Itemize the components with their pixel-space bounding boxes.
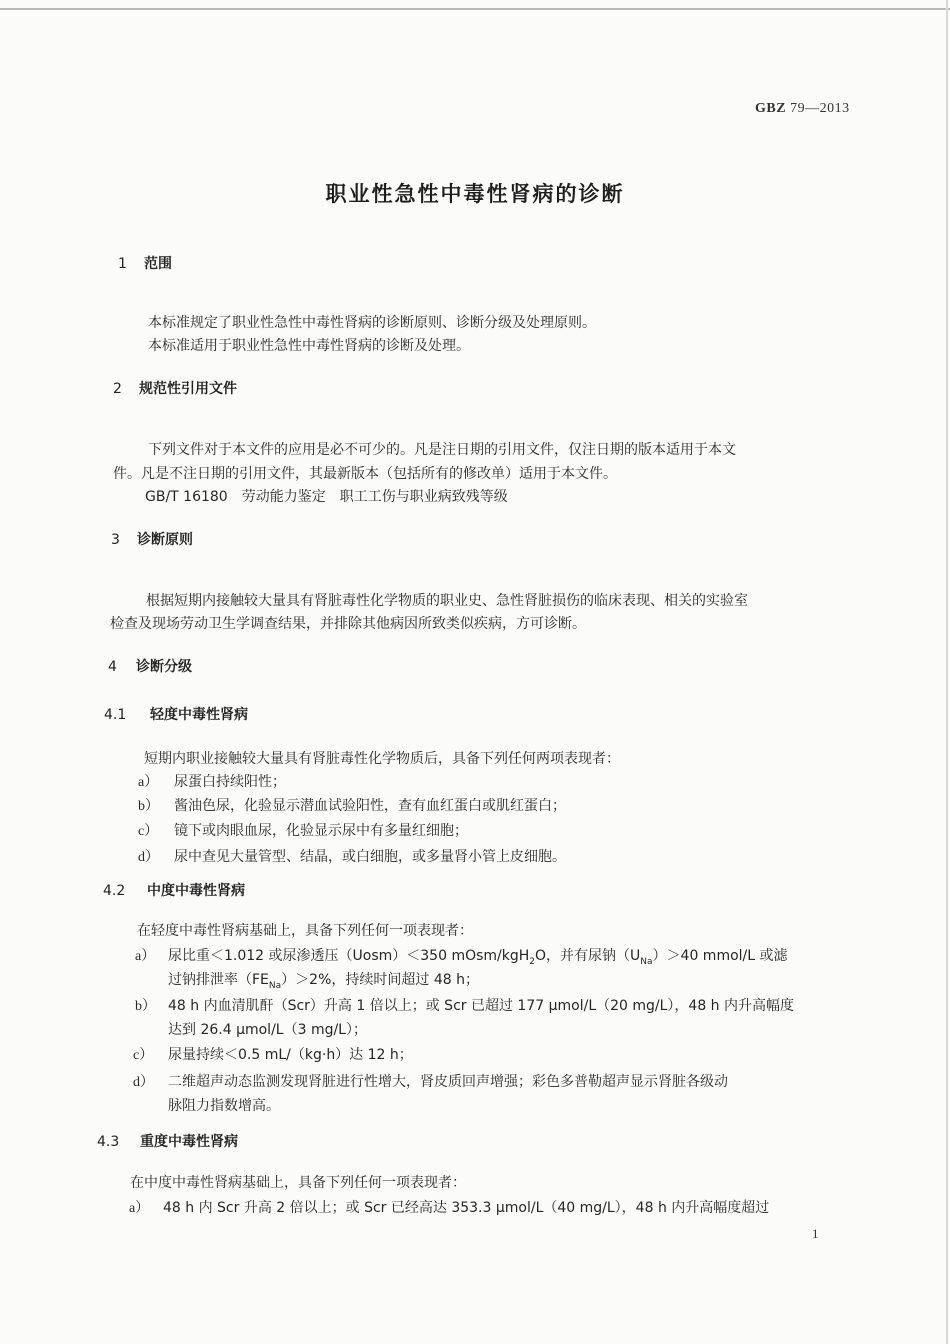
section-title: 重度中毒性肾病 (140, 1134, 238, 1150)
subscript: Na (268, 980, 282, 991)
list-marker: b） (135, 999, 156, 1014)
paragraph: 检查及现场劳动卫生学调查结果，并排除其他病因所致类似疾病，方可诊断。 (110, 616, 586, 632)
standard-code (755, 101, 850, 117)
section-4-3-heading (97, 1131, 238, 1151)
section-number: 2 (113, 381, 122, 397)
list-marker: b） (138, 799, 159, 814)
list-item-text: 48 h 内 Scr 升高 2 倍以上；或 Scr 已经高达 353.3 μmol/L（40 mg/L），48 h 内升高幅度超过 (163, 1200, 770, 1216)
section-1-heading (118, 253, 172, 273)
list-item (129, 1197, 769, 1217)
list-marker: d） (133, 1075, 154, 1090)
list-item-text: 尿蛋白持续阳性； (174, 774, 286, 790)
text-part: ）＞2%，持续时间超过 48 h； (281, 972, 479, 988)
section-4-heading (108, 656, 192, 676)
list-item (133, 1071, 728, 1091)
section-number: 1 (118, 256, 127, 272)
list-item-text: 尿量持续＜0.5 mL/（kg·h）达 12 h； (168, 1047, 413, 1063)
paragraph: 下列文件对于本文件的应用是必不可少的。凡是注日期的引用文件，仅注日期的版本适用于本文 (148, 442, 736, 458)
section-title: 轻度中毒性肾病 (150, 707, 248, 723)
section-title: 范围 (144, 256, 172, 272)
normative-reference: GB/T 16180 劳动能力鉴定 职工工伤与职业病致残等级 (145, 489, 508, 505)
section-number: 4 (108, 659, 117, 675)
section-number: 4.2 (103, 883, 126, 899)
list-item-text: 镜下或肉眼血尿，化验显示尿中有多量红细胞； (174, 823, 468, 839)
list-item (135, 945, 788, 967)
text-part: 尿比重＜1.012 或尿渗透压（Uosm）＜350 mOsm/kgH (168, 948, 530, 964)
list-marker: c） (138, 824, 159, 839)
list-item-text: 酱油色尿，化验显示潜血试验阳性，查有血红蛋白或肌红蛋白； (174, 798, 566, 814)
list-item (138, 771, 286, 791)
list-marker: a） (135, 949, 156, 964)
list-item-continuation (168, 969, 479, 991)
section-4-1-heading (104, 704, 248, 724)
list-intro: 在轻度中毒性肾病基础上，具备下列任何一项表现者： (137, 923, 473, 939)
subscript: Na (640, 956, 653, 967)
list-item-continuation: 脉阻力指数增高。 (168, 1098, 280, 1114)
standard-code-number: 79—2013 (790, 101, 850, 116)
document-title: 职业性急性中毒性肾病的诊断 (325, 182, 625, 206)
list-intro: 短期内职业接触较大量具有肾脏毒性化学物质后，具备下列任何两项表现者： (144, 751, 620, 767)
section-number: 3 (111, 532, 120, 548)
list-item-text: 尿中查见大量管型、结晶，或白细胞，或多量肾小管上皮细胞。 (174, 849, 566, 865)
section-2-heading (113, 378, 237, 398)
list-item (133, 1044, 413, 1064)
section-title: 中度中毒性肾病 (147, 883, 245, 899)
section-4-2-heading (103, 880, 245, 900)
list-item-text: 48 h 内血清肌酐（Scr）升高 1 倍以上；或 Scr 已超过 177 μmol/L（20 mg/L），48 h 内升高幅度 (168, 998, 795, 1014)
section-3-heading (111, 529, 193, 549)
page-number: 1 (812, 1226, 819, 1241)
list-item (138, 820, 468, 840)
list-item (138, 795, 566, 815)
section-title: 诊断原则 (137, 532, 193, 548)
scan-top-border (0, 8, 950, 10)
list-item (138, 846, 566, 866)
list-item-continuation: 达到 26.4 μmol/L（3 mg/L）； (168, 1022, 367, 1038)
paragraph: 根据短期内接触较大量具有肾脏毒性化学物质的职业史、急性肾脏损伤的临床表现、相关的实验室 (146, 593, 748, 609)
list-marker: c） (133, 1048, 154, 1063)
subscript: 2 (529, 956, 536, 967)
section-title: 诊断分级 (136, 659, 192, 675)
text-part: 过钠排泄率（FE (168, 972, 269, 988)
section-number: 4.3 (97, 1134, 120, 1150)
list-marker: d） (138, 850, 159, 865)
paragraph: 件。凡是不注日期的引用文件，其最新版本（包括所有的修改单）适用于本文件。 (113, 466, 617, 482)
list-marker: a） (129, 1201, 150, 1216)
list-item-text (168, 948, 788, 967)
list-item-text: 二维超声动态监测发现肾脏进行性增大，肾皮质回声增强；彩色多普勒超声显示肾脏各级动 (168, 1074, 728, 1090)
list-intro: 在中度中毒性肾病基础上，具备下列任何一项表现者： (130, 1175, 466, 1191)
section-title: 规范性引用文件 (139, 381, 237, 397)
paragraph: 本标准适用于职业性急性中毒性肾病的诊断及处理。 (148, 338, 470, 354)
text-part: O，并有尿钠（U (535, 948, 641, 964)
list-marker: a） (138, 775, 159, 790)
text-part: ）＞40 mmol/L 或滤 (652, 948, 788, 964)
list-item (135, 995, 794, 1015)
section-number: 4.1 (104, 707, 127, 723)
standard-code-prefix: GBZ (755, 101, 787, 116)
paragraph: 本标准规定了职业性急性中毒性肾病的诊断原则、诊断分级及处理原则。 (148, 315, 596, 331)
